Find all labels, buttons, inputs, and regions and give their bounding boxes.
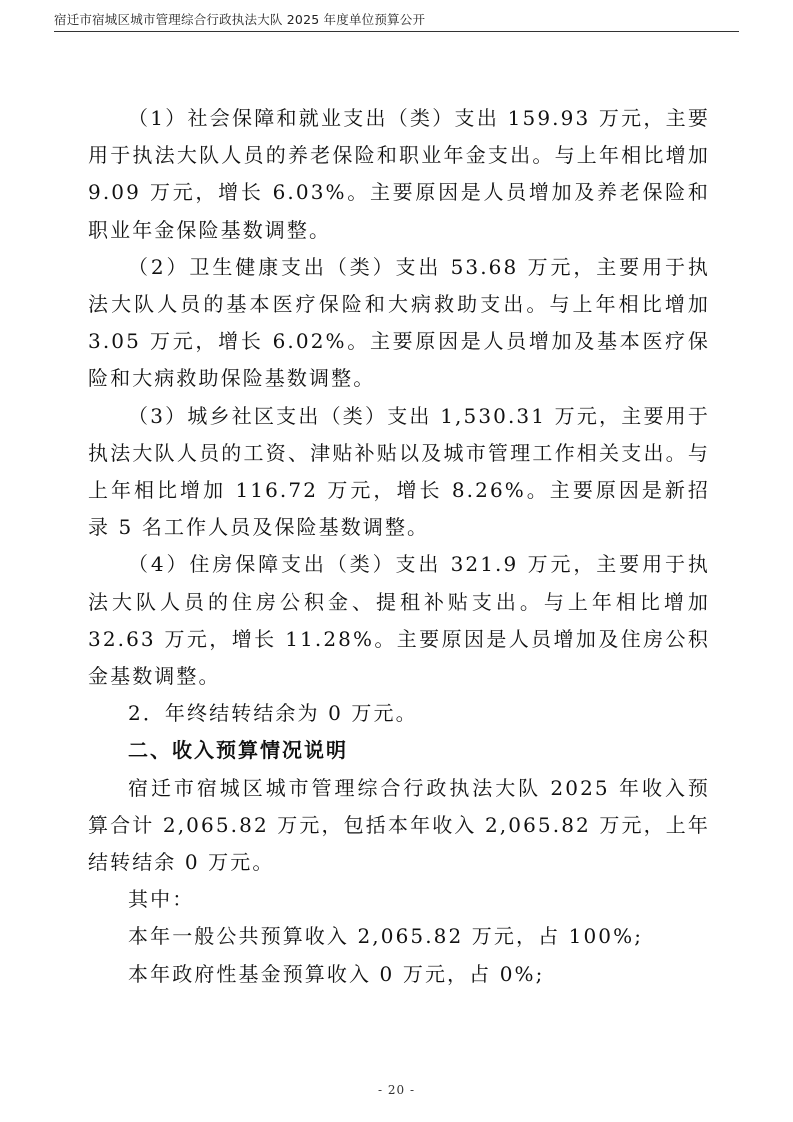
paragraph-general-budget: 本年一般公共预算收入 2,065.82 万元，占 100%; xyxy=(128,924,644,949)
paragraph-among: 其中： xyxy=(128,887,195,912)
paragraph-fund-budget: 本年政府性基金预算收入 0 万元，占 0%; xyxy=(128,961,545,986)
document-body xyxy=(88,100,710,993)
header-rule xyxy=(54,31,739,32)
paragraph-health: （2）卫生健康支出（类）支出 53.68 万元，主要用于执法大队人员的基本医疗保险和大病救助支出。与上年相比增加 3.05 万元，增长 6.02%。主要原因是人员增加及基本医疗保险和大病救助保险基数调整。 xyxy=(88,254,710,391)
paragraph-social-security: （1）社会保障和就业支出（类）支出 159.93 万元，主要用于执法大队人员的养老保险和职业年金支出。与上年相比增加 9.09 万元，增长 6.03%。主要原因是人员增加及养老保险和职业年金保险基数调整。 xyxy=(88,106,710,242)
running-header: 宿迁市宿城区城市管理综合行政执法大队 2025 年度单位预算公开 xyxy=(54,12,426,27)
paragraph-income-total: 宿迁市宿城区城市管理综合行政执法大队 2025 年收入预算合计 2,065.82 万元，包括本年收入 2,065.82 万元，上年结转结余 0 万元。 xyxy=(88,775,710,875)
section-heading-income: 二、收入预算情况说明 xyxy=(128,738,348,763)
page-number: - 20 - xyxy=(377,1083,415,1097)
paragraph-carryover: 2．年终结转结余为 0 万元。 xyxy=(128,701,418,726)
paragraph-urban-rural: （3）城乡社区支出（类）支出 1,530.31 万元，主要用于执法大队人员的工资、津贴补贴以及城市管理工作相关支出。与上年相比增加 116.72 万元，增长 8.26%。主要原因是新招录 5 名工作人员及保险基数调整。 xyxy=(88,403,710,540)
paragraph-housing: （4）住房保障支出（类）支出 321.9 万元，主要用于执法大队人员的住房公积金、提租补贴支出。与上年相比增加 32.63 万元，增长 11.28%。主要原因是人员增加及住房公积金基数调整。 xyxy=(88,552,710,689)
